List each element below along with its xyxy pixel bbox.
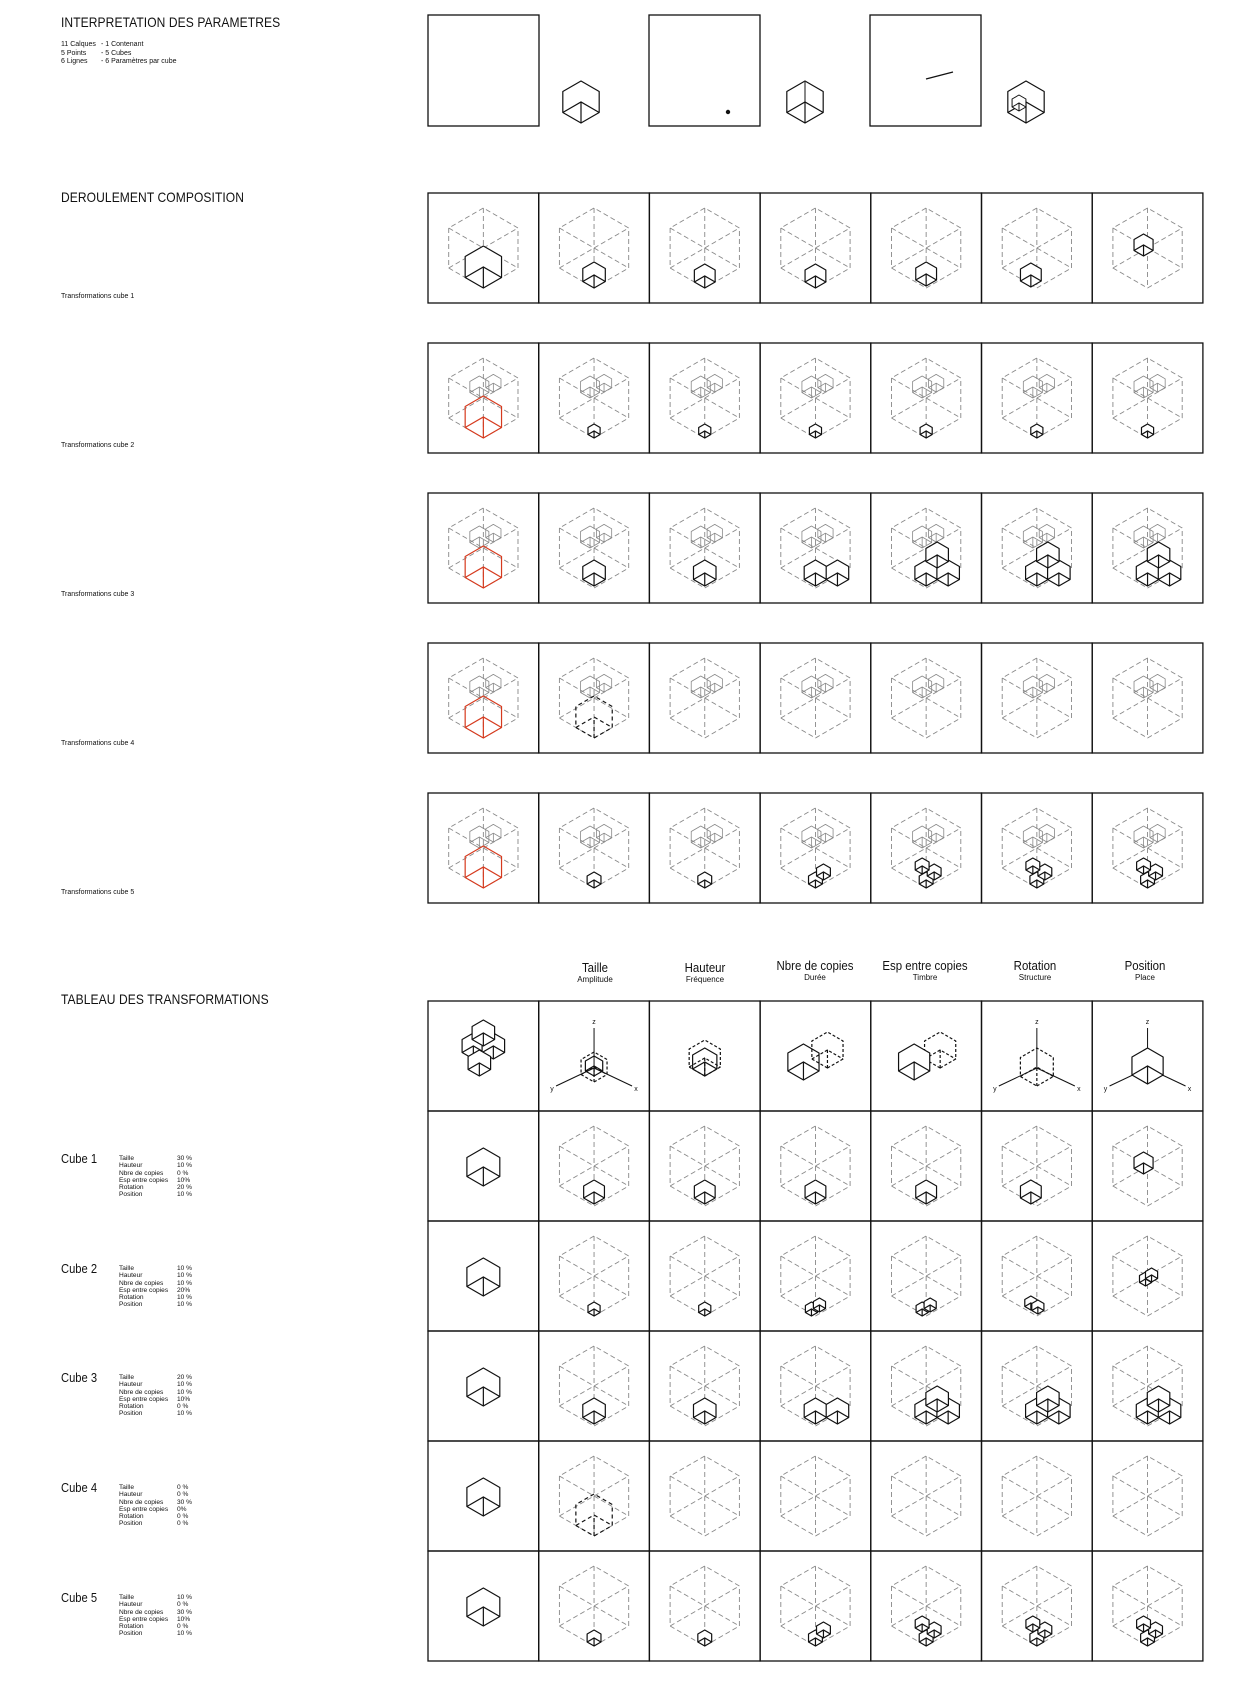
cube-2-step	[699, 1302, 711, 1316]
axis-label-z: z	[1145, 1019, 1150, 1026]
cube-2-copy	[924, 1298, 936, 1312]
composition-row-label: Transformations cube 5	[61, 889, 135, 896]
container-hexagon	[670, 658, 739, 738]
cube-3	[804, 560, 827, 586]
cube-2	[809, 424, 821, 438]
cube-3-copy	[1147, 1386, 1170, 1412]
ghost-cube	[486, 524, 501, 542]
cube-name: Cube 1	[61, 1151, 98, 1166]
legend-value: - 6 Paramètres par cube	[101, 58, 177, 66]
point-dot	[726, 110, 730, 114]
param-key: Rotation	[119, 1294, 144, 1302]
param-value: 0 %	[177, 1520, 189, 1528]
cube-2-copy	[1032, 1300, 1044, 1314]
cube-1-rotated	[1020, 1180, 1041, 1204]
column-subtitle: Amplitude	[577, 975, 613, 984]
layer-frame-empty	[428, 15, 539, 126]
cube-1-step	[916, 1180, 937, 1204]
column-title: Taille	[581, 960, 609, 975]
param-key: Position	[119, 1301, 143, 1309]
ghost-cube	[1150, 374, 1165, 392]
param-key: Hauteur	[119, 1381, 143, 1389]
column-subtitle: Place	[1134, 973, 1155, 982]
composition-row-label: Transformations cube 4	[61, 740, 135, 747]
cube-name: Cube 2	[61, 1261, 98, 1276]
param-key: Position	[119, 1410, 143, 1418]
cube-1-step	[805, 1180, 826, 1204]
param-value: 10 %	[177, 1265, 193, 1272]
param-key: Position	[119, 1191, 143, 1199]
param-value: 10 %	[177, 1301, 193, 1309]
cube-1	[805, 264, 826, 288]
axis-label-y: y	[993, 1086, 997, 1093]
ghost-cube	[707, 524, 722, 542]
axis-label-y: y	[550, 1086, 554, 1093]
param-key: Hauteur	[119, 1601, 143, 1609]
cube-5-copy	[1137, 1616, 1151, 1632]
param-key: Taille	[119, 1484, 135, 1491]
ghost-cube	[818, 524, 833, 542]
param-value: 20 %	[177, 1374, 193, 1381]
cube-5-copy	[1026, 1616, 1040, 1632]
composition-row-label: Transformations cube 3	[61, 591, 135, 598]
param-key: Hauteur	[119, 1162, 143, 1170]
cube-1-rotated	[1020, 263, 1041, 287]
cube-name: Cube 3	[61, 1370, 98, 1385]
param-value: 0 %	[177, 1601, 189, 1609]
ghost-cube	[929, 674, 944, 692]
cube-3-copy	[826, 1398, 849, 1424]
cube-1	[583, 262, 606, 288]
cube-name: Cube 5	[61, 1590, 98, 1605]
param-key: Esp entre copies	[119, 1176, 169, 1184]
cube-3-copy	[1037, 542, 1060, 568]
cube-5-copy	[817, 1622, 831, 1638]
ghost-cube	[1039, 674, 1054, 692]
ghost-cube	[929, 524, 944, 542]
axis-label-x: x	[634, 1086, 638, 1093]
param-key: Esp entre copies	[119, 1395, 169, 1403]
param-key: Rotation	[119, 1184, 144, 1192]
cube-1-step	[584, 1180, 605, 1204]
cube-1-icon	[467, 1148, 500, 1186]
legend-key: 6 Lignes	[61, 58, 88, 66]
cube-2	[699, 424, 711, 438]
cube-3	[693, 560, 716, 586]
cube-2	[1141, 424, 1153, 438]
cube-3-copy	[1037, 1386, 1060, 1412]
ghost-cube	[707, 374, 722, 392]
param-value: 0 %	[177, 1491, 189, 1499]
ghost-cube	[486, 674, 501, 692]
cube-4-icon	[467, 1478, 500, 1516]
column-subtitle: Durée	[804, 973, 826, 982]
axis-label-z: z	[592, 1019, 596, 1026]
cube-5-copy	[817, 864, 831, 880]
param-key: Rotation	[119, 1623, 144, 1631]
ghost-cube	[596, 524, 611, 542]
column-title: Rotation	[1013, 958, 1057, 973]
container-hexagon	[892, 1456, 961, 1536]
container-hexagon	[781, 1456, 850, 1536]
cube-5-copy	[915, 858, 929, 874]
cube-2	[920, 424, 932, 438]
param-value: 10 %	[177, 1594, 193, 1601]
composition-row-label: Transformations cube 1	[61, 293, 135, 300]
cube-5-copy	[915, 1616, 929, 1632]
ghost-cube	[596, 374, 611, 392]
axis-label-z: z	[1035, 1019, 1039, 1026]
ghost-cube	[707, 674, 722, 692]
cube-5-step	[698, 1630, 712, 1646]
param-key: Nbre de copies	[119, 1169, 164, 1177]
column-subtitle: Structure	[1018, 973, 1052, 982]
param-key: Esp entre copies	[119, 1505, 169, 1513]
cube-icon	[563, 81, 599, 123]
container-hexagon	[781, 658, 850, 738]
param-value: 10 %	[177, 1294, 193, 1302]
cube-3-icon	[467, 1368, 500, 1406]
param-value: 10%	[177, 1395, 191, 1403]
param-value: 10 %	[177, 1630, 193, 1638]
param-key: Hauteur	[119, 1272, 143, 1280]
ghost-cube	[1039, 824, 1054, 842]
column-title: Nbre de copies	[776, 958, 854, 973]
axis-label-x: x	[1077, 1086, 1081, 1093]
cube-1	[465, 246, 501, 288]
param-key: Esp entre copies	[119, 1615, 169, 1623]
cube-1-step	[694, 1180, 715, 1204]
param-value: 30 %	[177, 1155, 193, 1162]
param-value: 10 %	[177, 1162, 193, 1170]
column-subtitle: Fréquence	[685, 975, 725, 984]
cube-5-copy	[1137, 858, 1151, 874]
composition-cube	[472, 1020, 495, 1046]
cube-5-step	[587, 1630, 601, 1646]
layer-frame-line	[870, 15, 981, 126]
cube-3	[583, 560, 606, 586]
param-value: 10 %	[177, 1381, 193, 1389]
cube-2-icon	[467, 1258, 500, 1296]
param-value: 10 %	[177, 1410, 193, 1418]
param-key: Nbre de copies	[119, 1279, 164, 1287]
small-cube-icon	[1012, 95, 1026, 111]
legend-key: 5 Points	[61, 49, 87, 57]
container-hexagon	[1113, 1456, 1182, 1536]
cube-3-step	[804, 1398, 827, 1424]
container-hexagon	[1002, 658, 1071, 738]
column-subtitle: Timbre	[912, 973, 938, 982]
ghost-cube	[929, 824, 944, 842]
cube-copies	[788, 1044, 819, 1080]
interpretation-title: INTERPRETATION DES PARAMETRES	[61, 14, 281, 30]
param-key: Position	[119, 1520, 143, 1528]
legend-value: - 1 Contenant	[101, 41, 144, 48]
param-key: Position	[119, 1630, 143, 1638]
cube-3-copy	[1147, 542, 1170, 568]
container-hexagon	[559, 658, 628, 738]
param-value: 30 %	[177, 1608, 193, 1616]
composition-title: DEROULEMENT COMPOSITION	[61, 189, 245, 205]
cube-5-icon	[467, 1588, 500, 1626]
param-value: 0 %	[177, 1169, 189, 1177]
param-value: 10 %	[177, 1279, 193, 1287]
param-key: Rotation	[119, 1403, 144, 1411]
cube-2	[588, 424, 600, 438]
param-value: 0 %	[177, 1513, 189, 1521]
ghost-cube	[596, 824, 611, 842]
param-key: Hauteur	[119, 1491, 143, 1499]
cube-5	[587, 872, 601, 888]
cube-1	[694, 264, 715, 288]
axis-label-x: x	[1187, 1086, 1192, 1093]
ghost-cube	[1039, 524, 1054, 542]
container-hexagon	[670, 1456, 739, 1536]
cube-2-copy	[813, 1298, 825, 1312]
ghost-cube	[1150, 674, 1165, 692]
param-key: Taille	[119, 1594, 135, 1601]
param-key: Nbre de copies	[119, 1608, 164, 1616]
param-value: 10 %	[177, 1272, 193, 1280]
column-title: Position	[1124, 958, 1166, 973]
layer-frame-point	[649, 15, 760, 126]
param-key: Taille	[119, 1374, 135, 1381]
container-hexagon	[559, 1456, 628, 1536]
cube-5-copy	[1026, 858, 1040, 874]
cube-3-copy	[926, 1386, 949, 1412]
cube-1-rotated	[1134, 234, 1153, 256]
legend-key: 11 Calques	[61, 41, 96, 48]
container-hexagon	[1002, 1456, 1071, 1536]
composition-row-label: Transformations cube 2	[61, 442, 135, 449]
param-value: 10 %	[177, 1388, 193, 1396]
ghost-cube	[486, 824, 501, 842]
cube-3-step	[693, 1398, 716, 1424]
ghost-cube	[818, 674, 833, 692]
param-value: 0 %	[177, 1403, 189, 1411]
ghost-cube	[818, 824, 833, 842]
param-value: 0%	[177, 1505, 187, 1513]
param-key: Rotation	[119, 1513, 144, 1521]
table-title: TABLEAU DES TRANSFORMATIONS	[61, 991, 269, 1007]
ghost-cube	[486, 374, 501, 392]
y-axis	[556, 1068, 594, 1086]
composition-cube	[468, 1050, 491, 1076]
cube-height	[693, 1048, 717, 1076]
ghost-cube	[1150, 524, 1165, 542]
ghost-cube	[1150, 824, 1165, 842]
param-value: 30 %	[177, 1498, 193, 1506]
param-value: 10%	[177, 1615, 191, 1623]
ghost-cube	[1039, 374, 1054, 392]
param-key: Taille	[119, 1155, 135, 1162]
cube-2	[1031, 424, 1043, 438]
cube-1-position	[1134, 1152, 1153, 1174]
param-value: 10 %	[177, 1191, 193, 1199]
ghost-cube	[929, 374, 944, 392]
cube-name: Cube 4	[61, 1480, 98, 1495]
param-value: 0 %	[177, 1623, 189, 1631]
cube-1	[916, 262, 937, 286]
line-segment	[926, 72, 953, 79]
grid-cell	[649, 1001, 760, 1111]
param-value: 20%	[177, 1286, 191, 1294]
cube-3-copy	[926, 542, 949, 568]
legend-value: - 5 Cubes	[101, 49, 132, 57]
cube-2-copy	[1145, 1268, 1157, 1282]
container-hexagon	[1113, 658, 1182, 738]
param-key: Taille	[119, 1265, 135, 1272]
param-key: Nbre de copies	[119, 1388, 164, 1396]
ghost-cube	[818, 374, 833, 392]
container-hexagon	[892, 658, 961, 738]
axis-label-y: y	[1103, 1086, 1108, 1093]
param-key: Nbre de copies	[119, 1498, 164, 1506]
param-value: 20 %	[177, 1184, 193, 1192]
param-value: 0 %	[177, 1484, 189, 1491]
cube-position	[1132, 1048, 1163, 1084]
ghost-cube	[707, 824, 722, 842]
ghost-cube	[596, 674, 611, 692]
param-key: Esp entre copies	[119, 1286, 169, 1294]
column-title: Hauteur	[684, 960, 726, 975]
cube-3-step	[583, 1398, 606, 1424]
cube-3-copy	[826, 560, 849, 586]
cube-2-step	[588, 1302, 600, 1316]
param-value: 10%	[177, 1176, 191, 1184]
cube-5	[698, 872, 712, 888]
column-title: Esp entre copies	[882, 958, 968, 973]
